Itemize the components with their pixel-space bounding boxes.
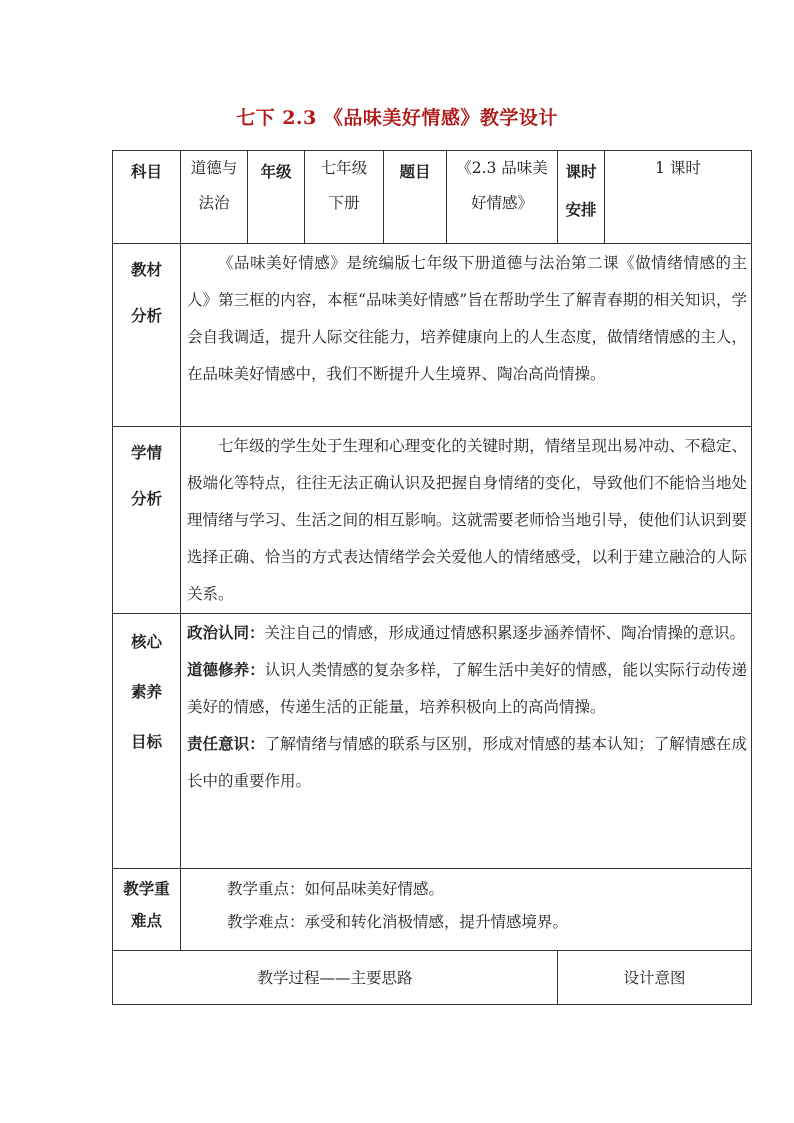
textbook-analysis-label: 教材 分析: [113, 244, 181, 427]
core-literacy-row: [113, 614, 752, 869]
textbook-analysis-text: 《品味美好情感》是统编版七年级下册道德与法治第二课《做情绪情感的主人》第三框的内容，本框“品味美好情感”旨在帮助学生了解青春期的相关知识，学会自我调适，提升人际交往能力，培养健康向上的人生态度，做情绪情感的主人，在品味美好情感中，我们不断提升人生境界、陶冶高尚情操。: [181, 244, 752, 427]
learner-analysis-label: 学情 分析: [113, 427, 181, 614]
info-row: [113, 151, 752, 244]
grade-value: 七年级 下册: [305, 151, 384, 244]
topic-label: 题目: [384, 151, 447, 244]
learner-analysis-row: [113, 427, 752, 614]
literacy-item: 道德修养：认识人类情感的复杂多样，了解生活中美好的情感，能以实际行动传递美好的情感，传递生活的正能量，培养积极向上的高尚情操。: [187, 661, 747, 716]
hours-label: 课时 安排: [558, 151, 605, 244]
hours-value: 1 课时: [605, 151, 752, 244]
document-title: 七下 2.3 《品味美好情感》教学设计: [236, 107, 558, 129]
learner-analysis-text: 七年级的学生处于生理和心理变化的关键时期，情绪呈现出易冲动、不稳定、极端化等特点，往往无法正确认识及把握自身情绪的变化，导致他们不能恰当地处理情绪与学习、生活之间的相互影响。这就需要老师恰当地引导，使他们认识到要选择正确、恰当的方式表达情绪学会关爱他人的情绪感受，以利于建立融洽的人际关系。: [181, 427, 752, 614]
key-difficult-points-text: 教学重点：如何品味美好情感。 教学难点：承受和转化消极情感，提升情感境界。: [181, 869, 752, 951]
teaching-process-heading: 教学过程——主要思路: [113, 951, 558, 1005]
literacy-item: 责任意识：了解情绪与情感的联系与区别，形成对情感的基本认知；了解情感在成长中的重要作用。: [187, 735, 747, 790]
core-literacy-label: 核心 素养 目标: [113, 614, 181, 869]
literacy-item: 政治认同：关注自己的情感，形成通过情感积累逐步涵养情怀、陶冶情操的意识。: [187, 624, 746, 642]
textbook-analysis-row: [113, 244, 752, 427]
core-literacy-text: [181, 614, 752, 869]
key-difficult-points-label: 教学重 难点: [113, 869, 181, 951]
grade-label: 年级: [248, 151, 305, 244]
design-intent-heading: 设计意图: [558, 951, 752, 1005]
lesson-plan-table: [112, 150, 752, 1005]
process-header-row: [113, 951, 752, 1005]
subject-value: 道德与 法治: [181, 151, 248, 244]
subject-label: 科目: [113, 151, 181, 244]
key-difficult-points-row: [113, 869, 752, 951]
topic-value: 《2.3 品味美 好情感》: [447, 151, 558, 244]
